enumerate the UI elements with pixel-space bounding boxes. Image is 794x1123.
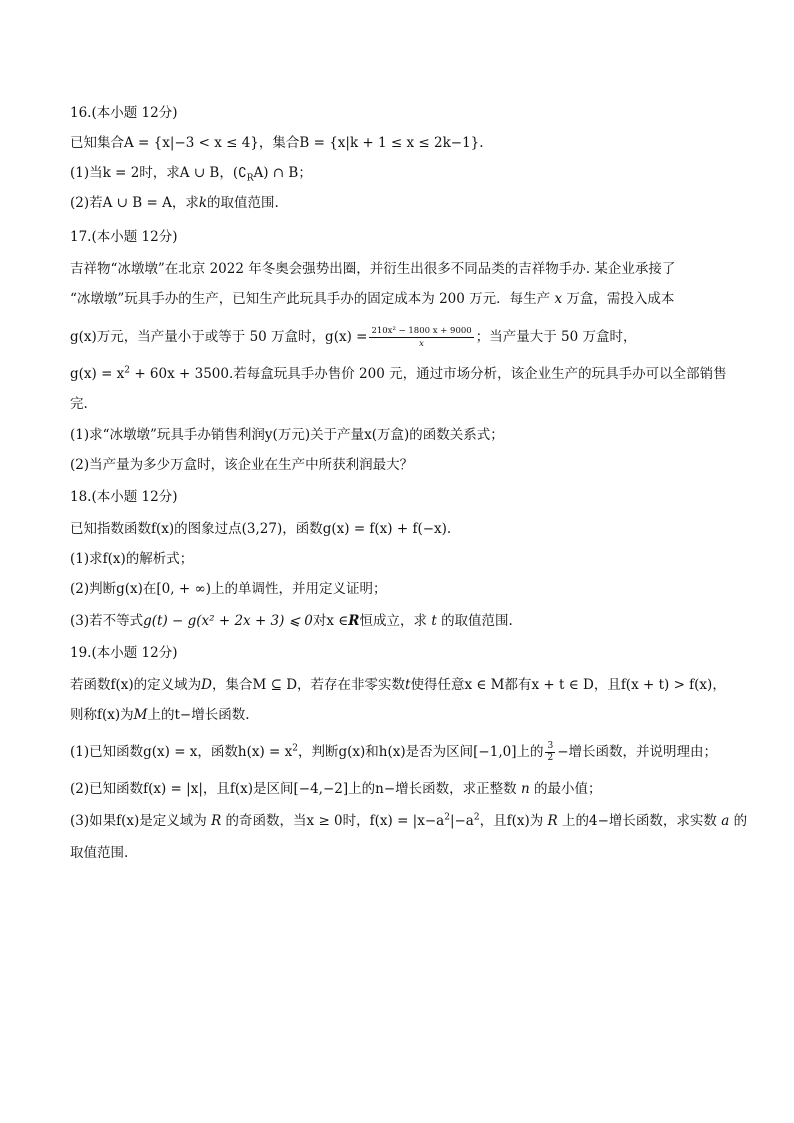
- q17-part2: (2)当产量为多少万盒时，该企业在生产中所获利润最大？: [70, 457, 414, 473]
- q19-part2: (2)已知函数f(x) = |x|，且f(x)是区间[−4,−2]上的n−增长函数，求正整数 n 的最小值；: [70, 781, 602, 797]
- q17-stem-line2: “冰墩墩”玩具手办的生产，已知生产此玩具手办的固定成本为 200 万元．每生产 x 万盒，需投入成本: [70, 291, 675, 307]
- q19-part3-line2: 取值范围.: [70, 845, 129, 861]
- q17-header: 17.(本小题 12分): [70, 229, 178, 245]
- cost-fraction: $\frac{\text{210x² − 1800 x + 9000}}{x}$: [371, 326, 472, 349]
- q19-part1: (1)已知函数g(x) = x，函数$h(x) = x^2$，判断g(x)和h(x)是否为区间[−1,0]上的 $\frac{3}{2}$ −增长函数，并说明理由；: [70, 741, 718, 763]
- q18-header: 18.(本小题 12分): [70, 489, 178, 505]
- q16-part1: (1)当k = 2时，求A ∪ B，$(∁_RA)$ ∩ B；: [70, 165, 312, 184]
- q19-part3-line1: (3)如果f(x)是定义域为 R 的奇函数，当x ≥ 0时，$f(x) = |x-a^2|-a^2$，且f(x)为 R 上的4−增长函数，求实数 a 的: [70, 812, 748, 829]
- q17-part1: (1)求“冰墩墩”玩具手办销售利润y(万元)关于产量x(万盒)的函数关系式；: [70, 427, 504, 443]
- three-halves-fraction: $\frac{3}{2}$: [547, 741, 554, 763]
- q16-stem: 已知集合A = {x|−3 < x ≤ 4}，集合B = {x|k + 1 ≤ x ≤ 2k−1}.: [70, 135, 484, 151]
- q16-part2: (2)若A ∪ B = A，求k的取值范围.: [70, 195, 279, 211]
- q18-part3: (3)若不等式g(t) − g(x² + 2x + 3) ⩽ 0对x ∈R恒成立，求 t 的取值范围.: [70, 613, 513, 629]
- q19-header: 19.(本小题 12分): [70, 645, 178, 661]
- q17-stem-line3: g(x)万元，当产量小于或等于 50 万盒时，g(x) = $\frac{\text{210x² − 1800 x + 9000}}{x}$ ；当产量大于 50 万盒时，: [70, 326, 637, 349]
- q18-stem: 已知指数函数f(x)的图象过点(3,27)，函数g(x) = f(x) + f(−x).: [70, 521, 452, 537]
- q16-header: 16.(本小题 12分): [70, 105, 178, 121]
- q17-stem-line5: 完.: [70, 396, 88, 412]
- q19-stem-line1: 若函数f(x)的定义域为D，集合M ⊆ D，若存在非零实数t使得任意x ∈ M都有x + t ∈ D，且f(x + t) > f(x)，: [70, 677, 726, 693]
- q19-stem-line2: 则称f(x)为M上的t−增长函数.: [70, 707, 250, 723]
- q17-stem-line1: 吉祥物“冰墩墩”在北京 2022 年冬奥会强势出圈，并衍生出很多不同品类的吉祥物手办. 某企业承接了: [70, 261, 676, 277]
- q18-part2: (2)判断g(x)在[0, + ∞)上的单调性，并用定义证明；: [70, 581, 387, 597]
- q18-part1: (1)求f(x)的解析式；: [70, 551, 194, 567]
- q17-stem-line4: $g(x) = x^2 + 60x + 3500$.若每盒玩具手办售价 200 元，通过市场分析，该企业生产的玩具手办可以全部销售: [70, 365, 727, 382]
